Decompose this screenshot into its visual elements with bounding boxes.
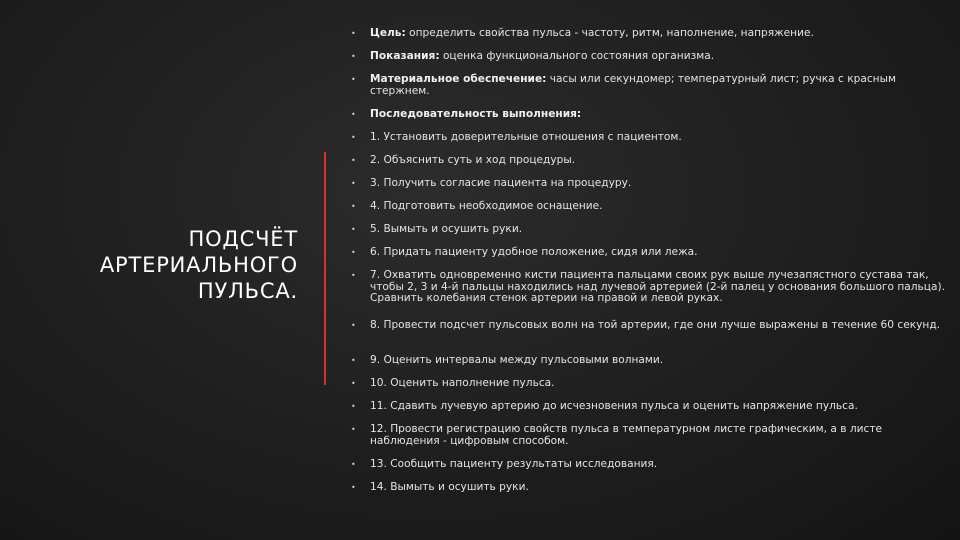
bullet-icon: • (351, 271, 356, 280)
bullet-icon: • (351, 248, 356, 257)
title-line-2: АРТЕРИАЛЬНОГО (99, 253, 298, 277)
title-line-3: ПУЛЬСА. (197, 279, 298, 303)
item-text: 6. Придать пациенту удобное положение, сидя или лежа. (370, 246, 698, 258)
item-text: 10. Оценить наполнение пульса. (370, 377, 555, 389)
bullet-icon: • (351, 156, 356, 165)
item-text: 12. Провести регистрацию свойств пульса в температурном листе графическим, а в листе наблюдения - цифровым способом. (370, 423, 883, 447)
item-text: определить свойства пульса - частоту, ритм, наполнение, напряжение. (405, 27, 814, 39)
bullet-icon: • (351, 52, 356, 61)
bullet-icon: • (351, 202, 356, 211)
bullet-icon: • (351, 75, 356, 84)
bullet-icon: • (351, 321, 356, 330)
item-label: Последовательность выполнения: (370, 108, 582, 120)
bullet-icon: • (351, 356, 356, 365)
item-text: 9. Оценить интервалы между пульсовыми волнами. (370, 354, 664, 366)
bullet-icon: • (351, 379, 356, 388)
bullet-icon: • (351, 483, 356, 492)
item-text: 14. Вымыть и осушить руки. (370, 481, 529, 493)
item-text: 3. Получить согласие пациента на процедуру. (370, 177, 632, 189)
item-text: 1. Установить доверительные отношения с пациентом. (370, 131, 682, 143)
item-text: оценка функционального состояния организма. (439, 50, 715, 62)
item-label: Показания: (370, 50, 440, 62)
bullet-icon: • (351, 29, 356, 38)
item-text: 4. Подготовить необходимое оснащение. (370, 200, 603, 212)
item-text: 7. Охватить одновременно кисти пациента пальцами своих рук выше лучезапястного сустава так, чтобы 2, 3 и 4-й пальцы находились над лучевой артерией (2-й палец у основания большого пальца). Сравнить колебания стенок артерии на правой и левой руках. (370, 269, 945, 304)
item-label: Материальное обеспечение: (370, 73, 547, 85)
bullet-icon: • (351, 425, 356, 434)
bullet-icon: • (351, 225, 356, 234)
item-text: 11. Сдавить лучевую артерию до исчезновения пульса и оценить напряжение пульса. (370, 400, 858, 412)
title-line-1: ПОДСЧЁТ (188, 227, 298, 251)
item-label: Цель: (370, 27, 406, 39)
item-text: часы или секундомер; температурный лист; ручка с красным стержнем. (370, 73, 896, 97)
bullet-icon: • (351, 133, 356, 142)
bullet-icon: • (351, 402, 356, 411)
bullet-icon: • (351, 460, 356, 469)
item-text: 13. Сообщить пациенту результаты исследования. (370, 458, 658, 470)
item-text: 8. Провести подсчет пульсовых волн на той артерии, где они лучше выражены в течение 60 секунд. (370, 319, 941, 331)
bullet-icon: • (351, 110, 356, 119)
item-text: 2. Объяснить суть и ход процедуры. (370, 154, 576, 166)
item-text: 5. Вымыть и осушить руки. (370, 223, 523, 235)
bullet-icon: • (351, 179, 356, 188)
